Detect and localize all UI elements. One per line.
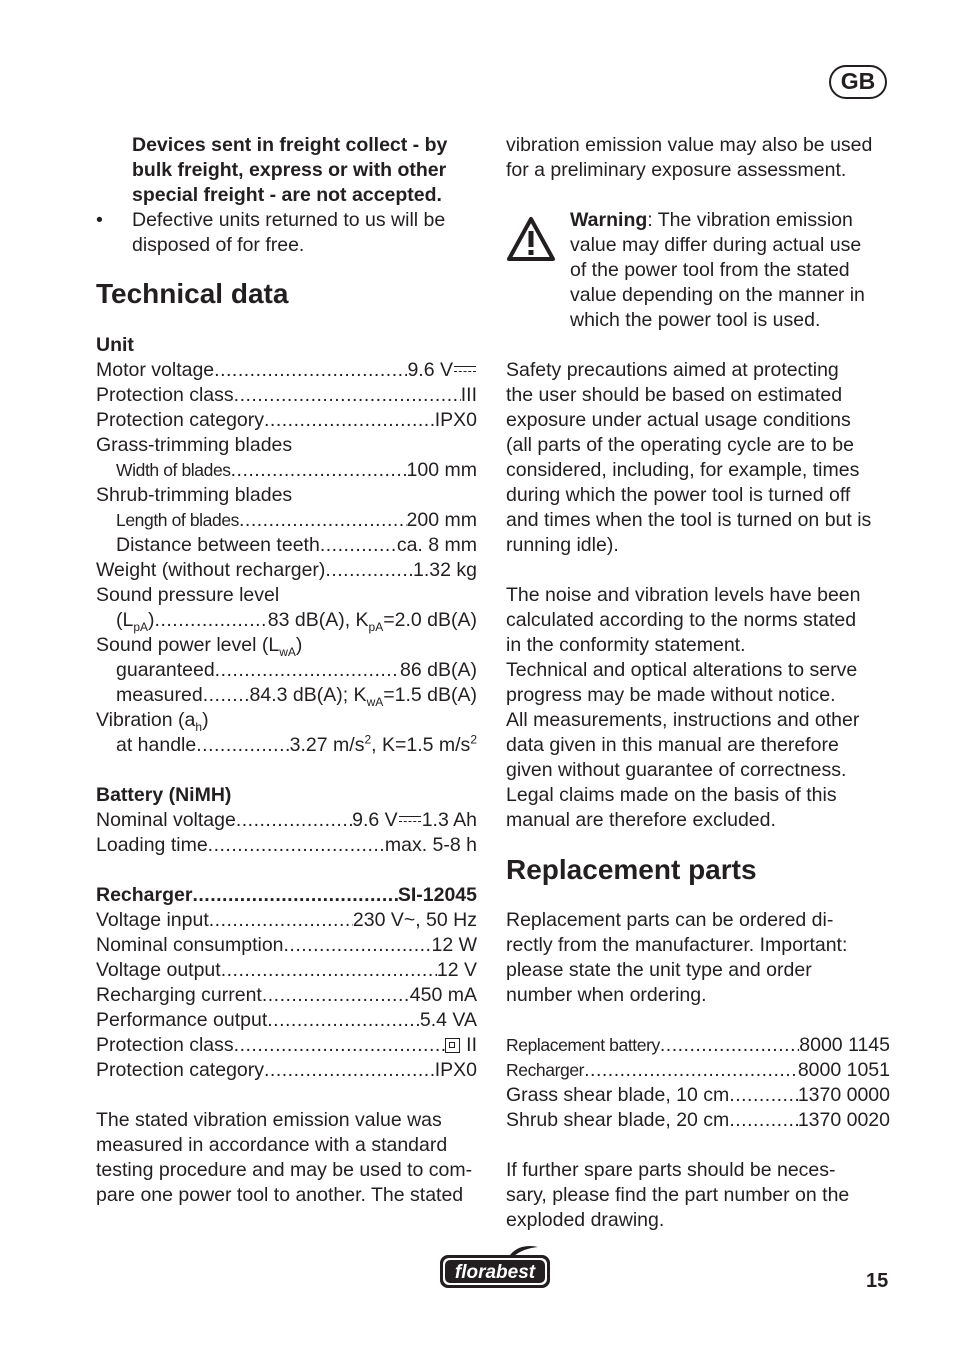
part-row	[506, 1083, 890, 1108]
paragraph-line: and times when the tool is turned on but is	[506, 509, 872, 531]
defective-bullet	[96, 208, 477, 233]
paragraph-line: of the power tool from the stated	[570, 259, 850, 281]
spec-row-teeth-distance	[96, 533, 477, 558]
paragraph-line: pare one power tool to another. The stated	[96, 1184, 464, 1206]
spec-row-weight	[96, 558, 477, 583]
paragraph-line: Replacement parts can be ordered di-	[506, 909, 834, 931]
paragraph-line: Technical and optical alterations to serve	[506, 659, 858, 681]
defective-note-line: disposed of for free.	[132, 234, 305, 256]
subscript: pA	[368, 619, 384, 634]
spec-label: Protection category	[96, 409, 265, 431]
spec-label: Recharging current	[96, 984, 262, 1006]
paragraph-line: considered, including, for example, times	[506, 459, 860, 481]
battery-heading: Battery (NiMH)	[96, 784, 232, 806]
part-label: Recharger	[506, 1060, 585, 1080]
paragraph-line: value may differ during actual use	[570, 234, 862, 256]
subscript: wA	[279, 644, 296, 659]
spec-value: max. 5-8 h	[384, 834, 477, 856]
spec-value: =1.5 dB(A)	[383, 684, 477, 706]
label-text: )	[295, 634, 303, 656]
paragraph-line: data given in this manual are therefore	[506, 734, 839, 756]
paragraph-line: during which the power tool is turned off	[506, 484, 851, 506]
paragraph-line: exploded drawing.	[506, 1209, 665, 1231]
freight-note-line: bulk freight, express or with other	[132, 159, 447, 181]
freight-note-line: Devices sent in freight collect - by	[132, 134, 448, 156]
paragraph-line: for a preliminary exposure assessment.	[506, 159, 847, 181]
sound-power-label	[96, 633, 477, 658]
paragraph-line: progress may be made without notice.	[506, 684, 836, 706]
vibration-label	[96, 708, 477, 733]
spec-value: 5.4 VA	[419, 1009, 477, 1031]
paragraph-line: running idle).	[506, 534, 619, 556]
part-label: Shrub shear blade, 20 cm	[506, 1109, 730, 1131]
spec-row-width-blades	[96, 458, 477, 483]
superscript: 2	[470, 732, 477, 747]
paragraph-line: The noise and vibration levels have been	[506, 584, 861, 606]
paragraph-line: vibration emission value may also be used	[506, 134, 873, 156]
florabest-logo	[438, 1243, 552, 1291]
superscript: 2	[364, 732, 372, 747]
paragraph-line: value depending on the manner in	[570, 284, 865, 306]
spec-label: Motor voltage	[96, 359, 215, 381]
paragraph-line: Legal claims made on the basis of this	[506, 784, 837, 806]
unit-heading: Unit	[96, 334, 134, 356]
spec-value: 450 mA	[409, 984, 477, 1006]
spec-label: Loading time	[96, 834, 208, 856]
spec-row-protection-category	[96, 408, 477, 433]
defective-note-line: Defective units returned to us will be	[132, 209, 446, 231]
paragraph-line: calculated according to the norms stated	[506, 609, 857, 631]
left-column	[96, 133, 477, 1208]
spec-value: 1.3 Ah	[421, 809, 477, 831]
subscript: wA	[366, 694, 384, 709]
spec-row-protection-class-2	[96, 1033, 477, 1058]
spec-label: Nominal voltage	[96, 809, 236, 831]
part-row	[506, 1058, 890, 1083]
spec-row-handle	[96, 733, 477, 758]
spec-row-protection-class	[96, 383, 477, 408]
paragraph-line: If further spare parts should be neces-	[506, 1159, 836, 1181]
language-badge: GB	[829, 65, 887, 99]
paragraph-line: number when ordering.	[506, 984, 707, 1006]
recharger-heading: Recharger	[96, 884, 193, 906]
paragraph-line: (all parts of the operating cycle are to be	[506, 434, 854, 456]
spec-row-voltage-output	[96, 958, 477, 983]
freight-note-line: special freight - are not accepted.	[132, 184, 442, 206]
spec-value: III	[460, 384, 477, 406]
paragraph-line: which the power tool is used.	[570, 309, 821, 331]
paragraph-line: please state the unit type and order	[506, 959, 812, 981]
grass-blades-label: Grass-trimming blades	[96, 434, 293, 456]
spec-value: 1.32 kg	[413, 559, 477, 581]
part-label: Replacement battery	[506, 1035, 660, 1055]
spec-value: =2.0 dB(A)	[383, 609, 477, 631]
spec-label: Voltage input	[96, 909, 209, 931]
paragraph-line: exposure under actual usage conditions	[506, 409, 851, 431]
paragraph-line: given without guarantee of correctness.	[506, 759, 847, 781]
spec-row-nominal-voltage	[96, 808, 477, 833]
spec-label: Protection category	[96, 1059, 265, 1081]
technical-data-heading: Technical data	[96, 278, 289, 309]
spec-value: IPX0	[434, 409, 477, 431]
part-number: 8000 1051	[797, 1059, 890, 1081]
spec-row-protection-category-2	[96, 1058, 477, 1083]
spec-label: Weight (without recharger)	[96, 559, 326, 581]
logo-text: florabest	[454, 1262, 536, 1283]
part-label: Grass shear blade, 10 cm	[506, 1084, 730, 1106]
spec-value: 12 V	[436, 959, 477, 981]
page-number: 15	[866, 1270, 889, 1292]
spec-row-length-blades	[96, 508, 477, 533]
recharger-model: SI-12045	[397, 884, 477, 906]
spec-row-nominal-consumption	[96, 933, 477, 958]
sound-pressure-label: Sound pressure level	[96, 584, 280, 606]
spec-value: IPX0	[434, 1059, 477, 1081]
spec-value: 12 W	[431, 934, 477, 956]
paragraph-line: measured in accordance with a standard	[96, 1134, 448, 1156]
spec-label: Length of blades	[116, 510, 240, 530]
spec-row-loading-time	[96, 833, 477, 858]
part-number: 1370 0020	[797, 1109, 890, 1131]
spec-value: 3.27 m/s	[289, 734, 365, 756]
subscript: h	[195, 719, 203, 734]
part-number: 8000 1145	[799, 1034, 890, 1056]
spec-value: 84.3 dB(A); K	[249, 684, 367, 706]
spec-row-motor-voltage	[96, 358, 477, 383]
paragraph-line: rectly from the manufacturer. Important:	[506, 934, 848, 956]
spec-label: Performance output	[96, 1009, 268, 1031]
spec-label: guaranteed	[116, 659, 215, 681]
part-row	[506, 1108, 890, 1133]
dc-symbol-icon	[399, 814, 421, 824]
label-text: Sound power level (L	[96, 634, 280, 656]
spec-value: 230 V~, 50 Hz	[352, 909, 477, 931]
spec-label: Width of blades	[116, 460, 231, 480]
label-text: Vibration (a	[96, 709, 196, 731]
warning-block	[506, 208, 890, 333]
warning-label: Warning	[570, 209, 648, 231]
spec-row-performance-output	[96, 1008, 477, 1033]
spec-value: 100 mm	[406, 459, 477, 481]
part-row	[506, 1033, 890, 1058]
spec-label: )	[148, 609, 155, 631]
bullet-dot: •	[96, 209, 103, 231]
dc-symbol-icon	[454, 364, 476, 374]
spec-label: Voltage output	[96, 959, 221, 981]
spec-row-lpa	[96, 608, 477, 633]
spec-row-guaranteed	[96, 658, 477, 683]
paragraph-line: manual are therefore excluded.	[506, 809, 776, 831]
paragraph-line: sary, please find the part number on the	[506, 1184, 850, 1206]
spec-value: 9.6 V	[352, 809, 398, 831]
spec-row-voltage-input	[96, 908, 477, 933]
replacement-parts-heading: Replacement parts	[506, 854, 757, 885]
paragraph-line: Safety precautions aimed at protecting	[506, 359, 839, 381]
spec-label: (L	[116, 609, 134, 631]
paragraph-line: All measurements, instructions and other	[506, 709, 860, 731]
paragraph-line: : The vibration emission	[647, 209, 853, 231]
protection-class-ii-icon	[445, 1038, 460, 1053]
part-number: 1370 0000	[797, 1084, 890, 1106]
spec-label: Protection class	[96, 1034, 234, 1056]
spec-value: 86 dB(A)	[400, 659, 477, 681]
spec-value: 83 dB(A), K	[267, 609, 369, 631]
spec-label: Distance between teeth	[116, 534, 320, 556]
spec-label: at handle	[116, 734, 197, 756]
shrub-blades-label: Shrub-trimming blades	[96, 484, 293, 506]
spec-row-recharger	[96, 883, 477, 908]
spec-value: 9.6 V	[407, 359, 453, 381]
right-column	[506, 133, 890, 1233]
spec-value: 200 mm	[406, 509, 477, 531]
paragraph-line: the user should be based on estimated	[506, 384, 843, 406]
spec-label: Nominal consumption	[96, 934, 284, 956]
warning-triangle-icon	[506, 216, 556, 262]
paragraph-line: testing procedure and may be used to com-	[96, 1159, 473, 1181]
paragraph-line: in the conformity statement.	[506, 634, 746, 656]
spec-row-recharging-current	[96, 983, 477, 1008]
spec-value: ca. 8 mm	[396, 534, 477, 556]
subscript: pA	[133, 619, 149, 634]
spec-label: Protection class	[96, 384, 234, 406]
paragraph-line: The stated vibration emission value was	[96, 1109, 442, 1131]
spec-label: measured	[116, 684, 203, 706]
label-text: )	[202, 709, 209, 731]
spec-value: II	[466, 1034, 477, 1056]
spec-value: , K=1.5 m/s	[371, 734, 471, 756]
spec-row-measured	[96, 683, 477, 708]
